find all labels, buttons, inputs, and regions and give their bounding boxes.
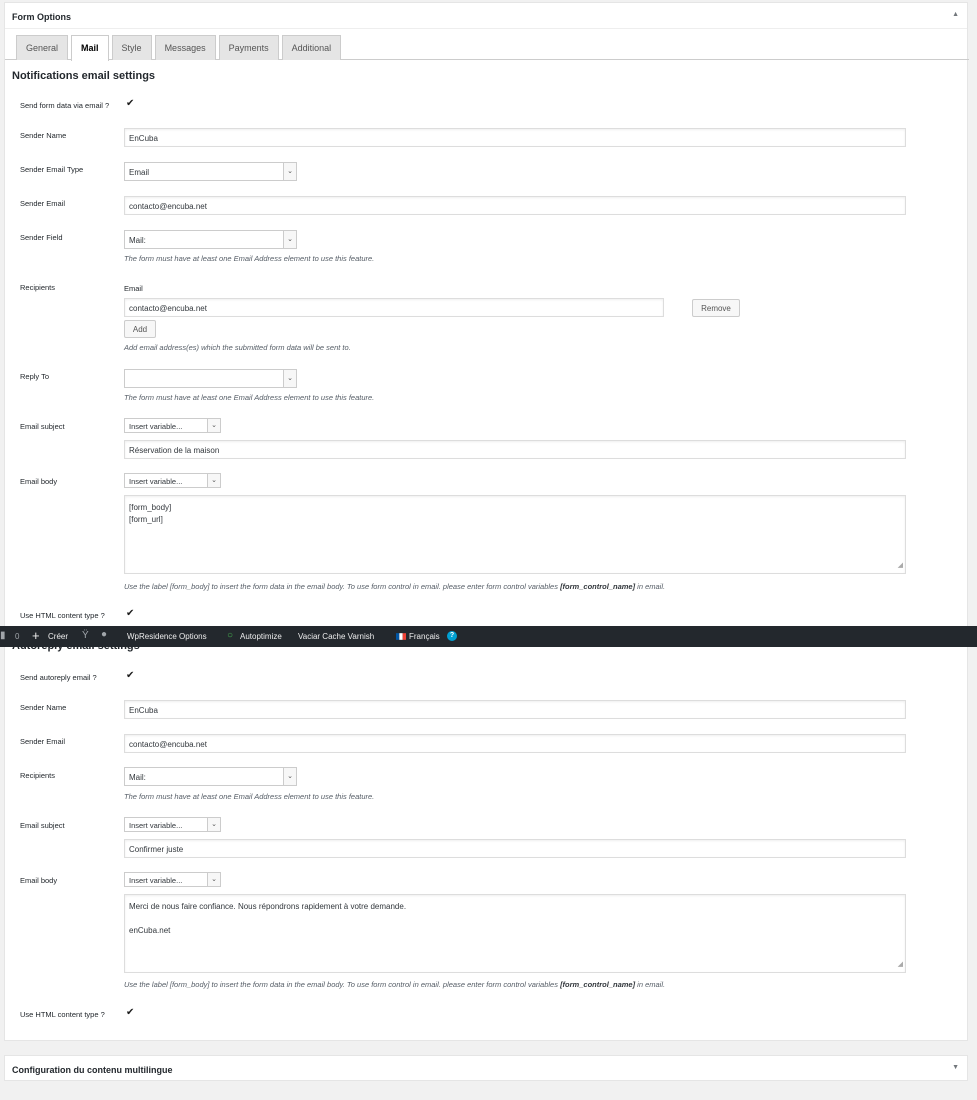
autoreply-subject-insert-variable-select[interactable]	[124, 817, 221, 832]
recipients-label: Recipients	[20, 283, 56, 292]
html-content-type-label: Use HTML content type ?	[20, 611, 105, 620]
chevron-down-icon: ⌄	[283, 370, 296, 387]
subject-insert-variable-select[interactable]	[124, 418, 221, 433]
sender-email-type-label: Sender Email Type	[20, 165, 84, 174]
reply-to-select[interactable]	[124, 369, 297, 388]
sender-email-label: Sender Email	[20, 199, 66, 208]
sender-email-type-value: Email	[129, 168, 150, 177]
autoreply-recipients-label: Recipients	[20, 771, 56, 780]
add-recipient-button[interactable]: Add	[124, 320, 156, 338]
email-body-hint	[124, 582, 665, 591]
form-options-panel	[4, 2, 968, 1041]
chevron-down-icon: ⌄	[283, 231, 296, 248]
hint-variable: [form_control_name]	[560, 582, 636, 591]
help-icon[interactable]: ?	[447, 631, 457, 641]
sender-email-input[interactable]: contacto@encuba.net	[124, 196, 906, 215]
autoreply-recipients-select[interactable]	[124, 767, 297, 786]
autoreply-html-content-type-checkbox[interactable]: ✔	[126, 1007, 135, 1018]
plus-icon[interactable]: +	[32, 628, 40, 643]
tab-messages[interactable]: Messages	[155, 35, 216, 60]
body-line: enCuba.net	[129, 926, 171, 935]
insert-variable-text: Insert variable...	[129, 876, 183, 885]
insert-variable-text: Insert variable...	[129, 477, 183, 486]
yoast-icon[interactable]: Ÿ	[82, 630, 89, 641]
chevron-down-icon: ⌄	[283, 163, 296, 180]
sender-field-value: Mail:	[129, 236, 146, 245]
sender-field-hint: The form must have at least one Email Address element to use this feature.	[124, 254, 375, 263]
multilingual-panel	[4, 1055, 968, 1081]
body-insert-variable-select[interactable]	[124, 473, 221, 488]
reply-to-label: Reply To	[20, 372, 50, 381]
wpresidence-options-link[interactable]: WpResidence Options	[127, 632, 207, 641]
send-autoreply-label: Send autoreply email ?	[20, 673, 97, 682]
tab-mail[interactable]: Mail	[71, 35, 109, 61]
insert-variable-text: Insert variable...	[129, 422, 183, 431]
html-content-type-checkbox[interactable]: ✔	[126, 608, 135, 619]
resize-handle-icon[interactable]: ◢	[897, 961, 903, 968]
status-dot-icon[interactable]: ●	[101, 629, 108, 640]
email-body-textarea[interactable]	[124, 495, 906, 574]
autoreply-sender-name-input[interactable]: EnCuba	[124, 700, 906, 719]
tab-bar	[5, 33, 969, 60]
autoreply-body-hint	[124, 980, 665, 989]
autoreply-body-insert-variable-select[interactable]	[124, 872, 221, 887]
collapse-arrow-icon[interactable]: ▲	[952, 11, 959, 18]
autoreply-recipients-hint: The form must have at least one Email Address element to use this feature.	[124, 792, 375, 801]
sender-name-input[interactable]: EnCuba	[124, 128, 906, 147]
remove-recipient-button[interactable]: Remove	[692, 299, 740, 317]
send-autoreply-checkbox[interactable]: ✔	[126, 670, 135, 681]
body-line: [form_url]	[129, 515, 163, 524]
email-subject-input[interactable]: Réservation de la maison	[124, 440, 906, 459]
tab-payments[interactable]: Payments	[219, 35, 279, 60]
autoreply-body-label: Email body	[20, 876, 58, 885]
varnish-cache-link[interactable]: Vaciar Cache Varnish	[298, 632, 375, 641]
autoreply-html-content-type-label: Use HTML content type ?	[20, 1010, 105, 1019]
hint-text: Use the label [form_body] to insert the form data in the email body. To use form control in email. please enter form control variables	[124, 980, 561, 989]
multilingual-header[interactable]	[5, 1056, 967, 1080]
autoptimize-status-icon: ○	[227, 630, 234, 641]
chevron-down-icon: ⌄	[283, 768, 296, 785]
french-flag-icon	[396, 633, 406, 640]
chevron-down-icon: ⌄	[207, 474, 220, 487]
autoreply-body-textarea[interactable]	[124, 894, 906, 973]
autoreply-recipients-value: Mail:	[129, 773, 146, 782]
email-body-label: Email body	[20, 477, 58, 486]
chevron-down-icon: ⌄	[207, 419, 220, 432]
comment-bubble-icon[interactable]: ▮	[0, 630, 6, 641]
body-line: [form_body]	[129, 503, 172, 512]
panel-title: Form Options	[12, 12, 71, 22]
autoreply-sender-email-label: Sender Email	[20, 737, 66, 746]
tab-general[interactable]: General	[16, 35, 68, 60]
email-subject-label: Email subject	[20, 422, 65, 431]
sender-field-label: Sender Field	[20, 233, 63, 242]
hint-text: in email.	[635, 582, 666, 591]
multilingual-title: Configuration du contenu multilingue	[12, 1065, 173, 1075]
chevron-down-icon: ⌄	[207, 873, 220, 886]
form-options-header[interactable]	[5, 3, 967, 29]
expand-arrow-icon[interactable]: ▼	[952, 1064, 959, 1071]
sender-name-label: Sender Name	[20, 131, 67, 140]
autoreply-sender-name-label: Sender Name	[20, 703, 67, 712]
recipient-email-input[interactable]: contacto@encuba.net	[124, 298, 664, 317]
comments-count[interactable]: 0	[15, 632, 20, 641]
send-form-checkbox[interactable]: ✔	[126, 98, 135, 109]
hint-text: in email.	[635, 980, 666, 989]
tab-additional[interactable]: Additional	[282, 35, 342, 60]
hint-variable: [form_control_name]	[560, 980, 636, 989]
recipients-column-header: Email	[124, 284, 143, 293]
chevron-down-icon: ⌄	[207, 818, 220, 831]
autoreply-sender-email-input[interactable]: contacto@encuba.net	[124, 734, 906, 753]
insert-variable-text: Insert variable...	[129, 821, 183, 830]
tab-style[interactable]: Style	[112, 35, 152, 60]
sender-email-type-select[interactable]	[124, 162, 297, 181]
body-line: Merci de nous faire confiance. Nous répondrons rapidement à votre demande.	[129, 902, 407, 911]
sender-field-select[interactable]	[124, 230, 297, 249]
reply-to-hint: The form must have at least one Email Address element to use this feature.	[124, 393, 375, 402]
send-form-label: Send form data via email ?	[20, 101, 110, 110]
language-switcher[interactable]: Français	[409, 632, 440, 641]
notifications-title: Notifications email settings	[12, 70, 156, 82]
hint-text: Use the label [form_body] to insert the form data in the email body. To use form control in email. please enter form control variables	[124, 582, 561, 591]
autoreply-subject-label: Email subject	[20, 821, 65, 830]
create-menu[interactable]: Créer	[48, 632, 69, 641]
resize-handle-icon[interactable]: ◢	[897, 562, 903, 569]
autoreply-subject-input[interactable]: Confirmer juste	[124, 839, 906, 858]
admin-bar	[0, 626, 977, 647]
recipients-hint: Add email address(es) which the submitted form data will be sent to.	[124, 343, 351, 352]
autoptimize-link[interactable]: Autoptimize	[240, 632, 282, 641]
